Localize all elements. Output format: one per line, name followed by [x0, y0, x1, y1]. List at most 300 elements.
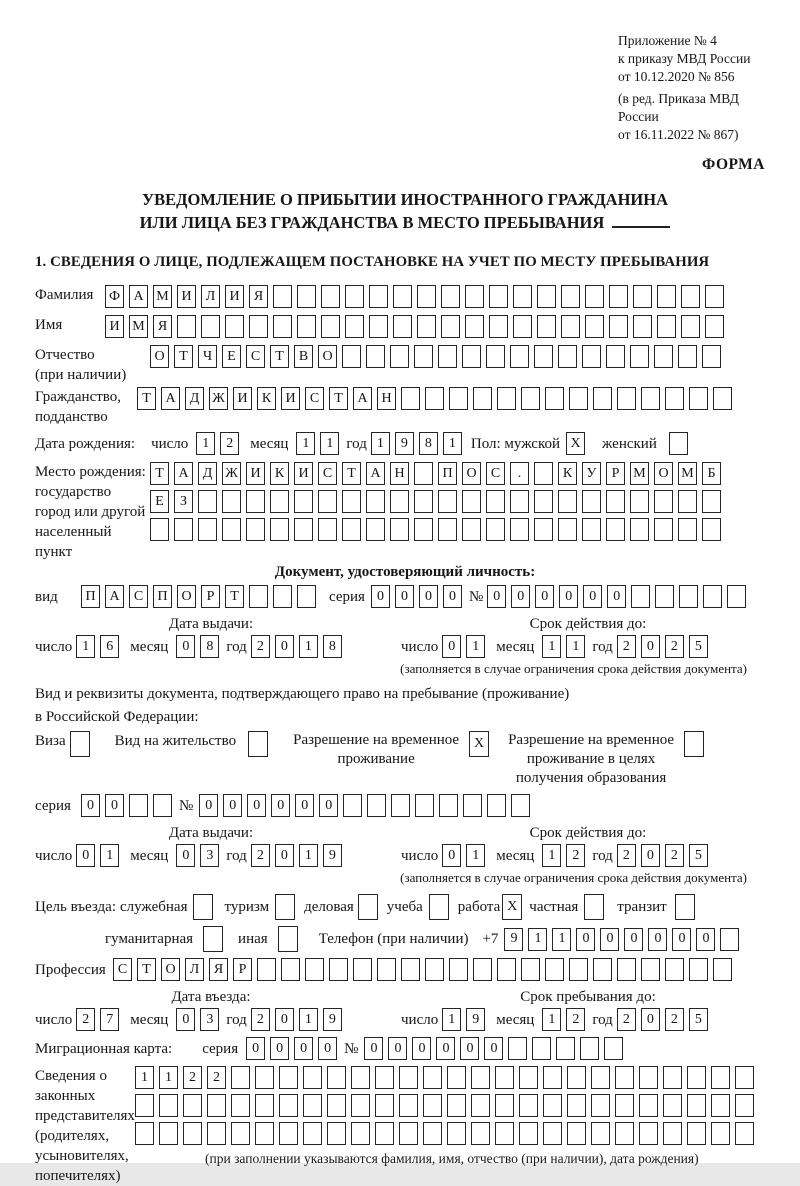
form-cell[interactable] — [711, 1122, 730, 1145]
form-cell[interactable] — [471, 1094, 490, 1117]
form-cell[interactable] — [497, 958, 516, 981]
form-cell[interactable] — [684, 731, 704, 757]
form-cell[interactable] — [351, 1094, 370, 1117]
form-cell[interactable]: А — [174, 462, 193, 485]
form-cell[interactable] — [513, 285, 532, 308]
form-cell[interactable]: Д — [185, 387, 204, 410]
form-cell[interactable]: 0 — [443, 585, 462, 608]
form-cell[interactable] — [425, 387, 444, 410]
form-cell[interactable] — [679, 585, 698, 608]
form-cell[interactable] — [639, 1122, 658, 1145]
form-cell[interactable] — [654, 518, 673, 541]
form-cell[interactable] — [279, 1066, 298, 1089]
form-cell[interactable] — [567, 1066, 586, 1089]
form-cell[interactable] — [449, 387, 468, 410]
mig-number-cells[interactable] — [364, 1037, 628, 1060]
form-cell[interactable] — [449, 958, 468, 981]
form-cell[interactable]: 1 — [135, 1066, 154, 1089]
form-cell[interactable]: 2 — [76, 1008, 95, 1031]
form-cell[interactable]: 2 — [665, 844, 684, 867]
form-cell[interactable]: Н — [390, 462, 409, 485]
form-cell[interactable] — [270, 490, 289, 513]
form-cell[interactable] — [606, 345, 625, 368]
form-cell[interactable] — [558, 518, 577, 541]
form-cell[interactable] — [689, 387, 708, 410]
form-cell[interactable]: С — [305, 387, 324, 410]
form-cell[interactable] — [417, 315, 436, 338]
form-cell[interactable] — [591, 1122, 610, 1145]
form-cell[interactable] — [375, 1066, 394, 1089]
form-cell[interactable]: 0 — [176, 1008, 195, 1031]
form-cell[interactable] — [275, 894, 295, 920]
form-cell[interactable] — [585, 315, 604, 338]
form-cell[interactable] — [70, 731, 90, 757]
form-cell[interactable]: 0 — [275, 844, 294, 867]
form-cell[interactable]: 1 — [542, 635, 561, 658]
form-cell[interactable]: А — [353, 387, 372, 410]
birth-year-cells[interactable] — [371, 432, 467, 455]
form-cell[interactable] — [639, 1066, 658, 1089]
form-cell[interactable] — [471, 1122, 490, 1145]
form-cell[interactable]: 8 — [419, 432, 438, 455]
form-cell[interactable]: 9 — [504, 928, 523, 951]
form-cell[interactable]: 2 — [566, 1008, 585, 1031]
form-cell[interactable] — [297, 315, 316, 338]
purpose-private-checkbox[interactable] — [584, 894, 609, 920]
form-cell[interactable] — [198, 518, 217, 541]
form-cell[interactable] — [593, 387, 612, 410]
purpose-other-checkbox[interactable] — [278, 926, 303, 952]
form-cell[interactable]: 0 — [442, 844, 461, 867]
form-cell[interactable]: 0 — [246, 1037, 265, 1060]
form-cell[interactable] — [399, 1122, 418, 1145]
visa-checkbox[interactable] — [70, 731, 95, 757]
form-cell[interactable]: Т — [329, 387, 348, 410]
form-cell[interactable] — [318, 490, 337, 513]
form-cell[interactable] — [303, 1122, 322, 1145]
form-cell[interactable] — [366, 518, 385, 541]
form-cell[interactable]: 1 — [542, 844, 561, 867]
form-cell[interactable] — [462, 518, 481, 541]
form-cell[interactable] — [447, 1094, 466, 1117]
form-cell[interactable]: С — [113, 958, 132, 981]
form-cell[interactable]: Я — [153, 315, 172, 338]
form-cell[interactable]: 0 — [270, 1037, 289, 1060]
form-cell[interactable] — [543, 1066, 562, 1089]
form-cell[interactable] — [225, 315, 244, 338]
form-cell[interactable] — [705, 285, 724, 308]
form-cell[interactable] — [342, 490, 361, 513]
form-cell[interactable] — [257, 958, 276, 981]
form-cell[interactable] — [711, 1094, 730, 1117]
form-cell[interactable] — [417, 285, 436, 308]
form-cell[interactable] — [231, 1066, 250, 1089]
form-cell[interactable]: У — [582, 462, 601, 485]
form-cell[interactable]: 1 — [443, 432, 462, 455]
form-cell[interactable] — [135, 1094, 154, 1117]
form-cell[interactable]: 1 — [542, 1008, 561, 1031]
form-cell[interactable]: 0 — [223, 794, 242, 817]
form-cell[interactable] — [441, 285, 460, 308]
form-cell[interactable]: И — [246, 462, 265, 485]
form-cell[interactable]: 1 — [299, 844, 318, 867]
form-cell[interactable]: 9 — [466, 1008, 485, 1031]
form-cell[interactable]: 0 — [318, 1037, 337, 1060]
form-cell[interactable] — [593, 958, 612, 981]
doc-issue-month-cells[interactable] — [176, 635, 224, 658]
form-cell[interactable] — [390, 490, 409, 513]
form-cell[interactable]: 0 — [176, 844, 195, 867]
form-cell[interactable] — [495, 1122, 514, 1145]
form-cell[interactable] — [567, 1122, 586, 1145]
form-cell[interactable] — [558, 345, 577, 368]
form-cell[interactable]: X — [469, 731, 489, 757]
form-cell[interactable] — [630, 345, 649, 368]
form-cell[interactable] — [508, 1037, 527, 1060]
form-cell[interactable]: 1 — [100, 844, 119, 867]
form-cell[interactable] — [270, 518, 289, 541]
form-cell[interactable] — [465, 285, 484, 308]
form-cell[interactable] — [609, 315, 628, 338]
birth-month-cells[interactable] — [296, 432, 344, 455]
form-cell[interactable]: Я — [249, 285, 268, 308]
form-cell[interactable] — [391, 794, 410, 817]
form-cell[interactable]: 0 — [487, 585, 506, 608]
form-cell[interactable] — [654, 490, 673, 513]
form-cell[interactable]: 1 — [528, 928, 547, 951]
purpose-tourism-checkbox[interactable] — [275, 894, 300, 920]
form-cell[interactable]: 2 — [566, 844, 585, 867]
form-cell[interactable] — [545, 958, 564, 981]
form-cell[interactable]: 0 — [319, 794, 338, 817]
form-cell[interactable] — [401, 387, 420, 410]
form-cell[interactable] — [641, 958, 660, 981]
form-cell[interactable]: Ж — [222, 462, 241, 485]
form-cell[interactable] — [543, 1122, 562, 1145]
form-cell[interactable]: 7 — [100, 1008, 119, 1031]
form-cell[interactable]: Т — [270, 345, 289, 368]
form-cell[interactable] — [399, 1094, 418, 1117]
form-cell[interactable]: Ч — [198, 345, 217, 368]
purpose-study-checkbox[interactable] — [429, 894, 454, 920]
form-cell[interactable] — [377, 958, 396, 981]
form-cell[interactable] — [281, 958, 300, 981]
form-cell[interactable] — [425, 958, 444, 981]
form-cell[interactable] — [414, 345, 433, 368]
form-cell[interactable] — [473, 387, 492, 410]
form-cell[interactable]: 1 — [159, 1066, 178, 1089]
form-cell[interactable]: А — [129, 285, 148, 308]
form-cell[interactable] — [327, 1122, 346, 1145]
form-cell[interactable]: 2 — [665, 1008, 684, 1031]
form-cell[interactable] — [657, 285, 676, 308]
form-cell[interactable]: 2 — [617, 635, 636, 658]
form-cell[interactable] — [153, 794, 172, 817]
surname-cells[interactable] — [105, 285, 729, 308]
form-cell[interactable]: 0 — [641, 1008, 660, 1031]
form-cell[interactable]: С — [486, 462, 505, 485]
form-cell[interactable]: 5 — [689, 635, 708, 658]
form-cell[interactable] — [342, 345, 361, 368]
mig-series-cells[interactable] — [246, 1037, 342, 1060]
birthplace-cells-row3[interactable] — [150, 518, 726, 541]
form-cell[interactable] — [615, 1094, 634, 1117]
form-cell[interactable]: Я — [209, 958, 228, 981]
form-cell[interactable] — [545, 387, 564, 410]
form-cell[interactable]: 2 — [251, 844, 270, 867]
permit-issue-month-cells[interactable] — [176, 844, 224, 867]
form-cell[interactable] — [681, 315, 700, 338]
form-cell[interactable] — [345, 315, 364, 338]
form-cell[interactable]: И — [233, 387, 252, 410]
form-cell[interactable] — [735, 1122, 754, 1145]
form-cell[interactable] — [720, 928, 739, 951]
form-cell[interactable]: Т — [150, 462, 169, 485]
permit-valid-month-cells[interactable] — [542, 844, 590, 867]
permit-valid-day-cells[interactable] — [442, 844, 490, 867]
form-cell[interactable] — [486, 490, 505, 513]
doc-issue-day-cells[interactable] — [76, 635, 124, 658]
form-cell[interactable] — [678, 345, 697, 368]
form-cell[interactable] — [318, 518, 337, 541]
form-cell[interactable]: С — [318, 462, 337, 485]
form-cell[interactable] — [423, 1094, 442, 1117]
permit-issue-day-cells[interactable] — [76, 844, 124, 867]
form-cell[interactable] — [255, 1066, 274, 1089]
form-cell[interactable] — [569, 387, 588, 410]
form-cell[interactable]: 1 — [76, 635, 95, 658]
form-cell[interactable] — [249, 315, 268, 338]
form-cell[interactable]: С — [129, 585, 148, 608]
form-cell[interactable] — [393, 315, 412, 338]
form-cell[interactable] — [633, 315, 652, 338]
form-cell[interactable] — [321, 315, 340, 338]
form-cell[interactable] — [375, 1122, 394, 1145]
form-cell[interactable]: О — [654, 462, 673, 485]
form-cell[interactable] — [687, 1122, 706, 1145]
form-cell[interactable]: 0 — [364, 1037, 383, 1060]
doc-series-cells[interactable] — [371, 585, 467, 608]
purpose-transit-checkbox[interactable] — [675, 894, 700, 920]
form-cell[interactable]: 0 — [442, 635, 461, 658]
form-cell[interactable] — [663, 1122, 682, 1145]
form-cell[interactable] — [297, 585, 316, 608]
form-cell[interactable]: О — [177, 585, 196, 608]
form-cell[interactable] — [687, 1094, 706, 1117]
form-cell[interactable] — [591, 1066, 610, 1089]
form-cell[interactable] — [399, 1066, 418, 1089]
birthplace-cells-row2[interactable] — [150, 490, 726, 513]
form-cell[interactable] — [510, 490, 529, 513]
guardians-cells-row3[interactable] — [135, 1122, 759, 1145]
form-cell[interactable]: 0 — [600, 928, 619, 951]
form-cell[interactable] — [201, 315, 220, 338]
form-cell[interactable] — [441, 315, 460, 338]
form-cell[interactable]: Р — [233, 958, 252, 981]
form-cell[interactable]: К — [558, 462, 577, 485]
form-cell[interactable]: 2 — [665, 635, 684, 658]
form-cell[interactable] — [294, 518, 313, 541]
form-cell[interactable] — [231, 1094, 250, 1117]
form-cell[interactable]: М — [678, 462, 697, 485]
form-cell[interactable]: Т — [342, 462, 361, 485]
form-cell[interactable]: 0 — [648, 928, 667, 951]
residence-permit-checkbox[interactable] — [248, 731, 273, 757]
form-cell[interactable] — [497, 387, 516, 410]
form-cell[interactable] — [665, 387, 684, 410]
form-cell[interactable]: 2 — [617, 844, 636, 867]
form-cell[interactable]: 1 — [442, 1008, 461, 1031]
form-cell[interactable] — [558, 490, 577, 513]
form-cell[interactable] — [713, 958, 732, 981]
form-cell[interactable]: О — [150, 345, 169, 368]
form-cell[interactable] — [663, 1094, 682, 1117]
form-cell[interactable]: Т — [137, 958, 156, 981]
entry-month-cells[interactable] — [176, 1008, 224, 1031]
profession-cells[interactable] — [113, 958, 737, 981]
form-cell[interactable] — [351, 1122, 370, 1145]
form-cell[interactable]: 1 — [196, 432, 215, 455]
form-cell[interactable] — [367, 794, 386, 817]
form-cell[interactable] — [183, 1094, 202, 1117]
form-cell[interactable] — [617, 958, 636, 981]
stay-day-cells[interactable] — [442, 1008, 490, 1031]
form-cell[interactable] — [569, 958, 588, 981]
form-cell[interactable]: А — [105, 585, 124, 608]
form-cell[interactable] — [222, 490, 241, 513]
form-cell[interactable] — [534, 345, 553, 368]
form-cell[interactable]: 0 — [436, 1037, 455, 1060]
form-cell[interactable]: Р — [606, 462, 625, 485]
purpose-work-checkbox[interactable] — [502, 894, 527, 920]
form-cell[interactable] — [534, 490, 553, 513]
purpose-commercial-checkbox[interactable] — [358, 894, 383, 920]
form-cell[interactable] — [584, 894, 604, 920]
form-cell[interactable]: 3 — [200, 844, 219, 867]
sex-male-checkbox[interactable] — [566, 432, 590, 455]
form-cell[interactable]: Е — [150, 490, 169, 513]
form-cell[interactable] — [207, 1094, 226, 1117]
form-cell[interactable] — [727, 585, 746, 608]
purpose-business-checkbox[interactable] — [193, 894, 218, 920]
form-cell[interactable] — [521, 958, 540, 981]
sex-female-checkbox[interactable] — [669, 432, 693, 455]
form-cell[interactable] — [606, 518, 625, 541]
form-cell[interactable]: Т — [137, 387, 156, 410]
form-cell[interactable]: 0 — [419, 585, 438, 608]
form-cell[interactable] — [415, 794, 434, 817]
form-cell[interactable] — [487, 794, 506, 817]
form-cell[interactable] — [534, 462, 553, 485]
form-cell[interactable] — [489, 285, 508, 308]
form-cell[interactable] — [390, 518, 409, 541]
form-cell[interactable]: 0 — [583, 585, 602, 608]
form-cell[interactable] — [606, 490, 625, 513]
form-cell[interactable] — [273, 285, 292, 308]
form-cell[interactable] — [438, 345, 457, 368]
form-cell[interactable] — [675, 894, 695, 920]
form-cell[interactable] — [447, 1066, 466, 1089]
form-cell[interactable]: 0 — [395, 585, 414, 608]
form-cell[interactable]: 0 — [295, 794, 314, 817]
form-cell[interactable]: 2 — [207, 1066, 226, 1089]
form-cell[interactable] — [297, 285, 316, 308]
form-cell[interactable]: 2 — [251, 635, 270, 658]
form-cell[interactable] — [366, 345, 385, 368]
form-cell[interactable] — [342, 518, 361, 541]
form-cell[interactable] — [657, 315, 676, 338]
form-cell[interactable]: 2 — [617, 1008, 636, 1031]
doc-valid-month-cells[interactable] — [542, 635, 590, 658]
form-cell[interactable] — [519, 1122, 538, 1145]
form-cell[interactable] — [423, 1122, 442, 1145]
form-cell[interactable]: А — [366, 462, 385, 485]
doc-valid-year-cells[interactable] — [617, 635, 713, 658]
form-cell[interactable]: О — [462, 462, 481, 485]
form-cell[interactable]: 0 — [672, 928, 691, 951]
form-cell[interactable] — [591, 1094, 610, 1117]
form-cell[interactable] — [543, 1094, 562, 1117]
form-cell[interactable] — [249, 585, 268, 608]
form-cell[interactable] — [582, 518, 601, 541]
form-cell[interactable]: М — [630, 462, 649, 485]
form-cell[interactable]: М — [129, 315, 148, 338]
form-cell[interactable] — [711, 1066, 730, 1089]
form-cell[interactable]: П — [438, 462, 457, 485]
form-cell[interactable] — [303, 1066, 322, 1089]
form-cell[interactable]: Т — [174, 345, 193, 368]
firstname-cells[interactable] — [105, 315, 729, 338]
form-cell[interactable] — [604, 1037, 623, 1060]
temp-edu-checkbox[interactable] — [684, 731, 709, 757]
form-cell[interactable]: Р — [201, 585, 220, 608]
form-cell[interactable]: 1 — [566, 635, 585, 658]
doc-issue-year-cells[interactable] — [251, 635, 347, 658]
form-cell[interactable] — [471, 1066, 490, 1089]
form-cell[interactable]: 2 — [183, 1066, 202, 1089]
form-cell[interactable] — [294, 490, 313, 513]
permit-number-cells[interactable] — [199, 794, 535, 817]
form-cell[interactable]: X — [502, 894, 522, 920]
guardians-cells-row2[interactable] — [135, 1094, 759, 1117]
form-cell[interactable]: 0 — [388, 1037, 407, 1060]
form-cell[interactable] — [414, 518, 433, 541]
form-cell[interactable] — [735, 1066, 754, 1089]
form-cell[interactable]: 0 — [271, 794, 290, 817]
form-cell[interactable]: В — [294, 345, 313, 368]
form-cell[interactable]: 1 — [320, 432, 339, 455]
permit-valid-year-cells[interactable] — [617, 844, 713, 867]
form-cell[interactable] — [438, 518, 457, 541]
form-cell[interactable] — [687, 1066, 706, 1089]
form-cell[interactable]: Л — [201, 285, 220, 308]
form-cell[interactable]: 0 — [76, 844, 95, 867]
form-cell[interactable] — [510, 518, 529, 541]
form-cell[interactable]: 0 — [294, 1037, 313, 1060]
form-cell[interactable] — [631, 585, 650, 608]
phone-cells[interactable] — [504, 928, 744, 951]
form-cell[interactable]: 9 — [323, 844, 342, 867]
form-cell[interactable] — [375, 1094, 394, 1117]
form-cell[interactable] — [521, 387, 540, 410]
form-cell[interactable] — [279, 1122, 298, 1145]
form-cell[interactable] — [615, 1122, 634, 1145]
form-cell[interactable]: . — [510, 462, 529, 485]
form-cell[interactable] — [669, 432, 688, 455]
form-cell[interactable]: Ф — [105, 285, 124, 308]
form-cell[interactable] — [135, 1122, 154, 1145]
stay-year-cells[interactable] — [617, 1008, 713, 1031]
